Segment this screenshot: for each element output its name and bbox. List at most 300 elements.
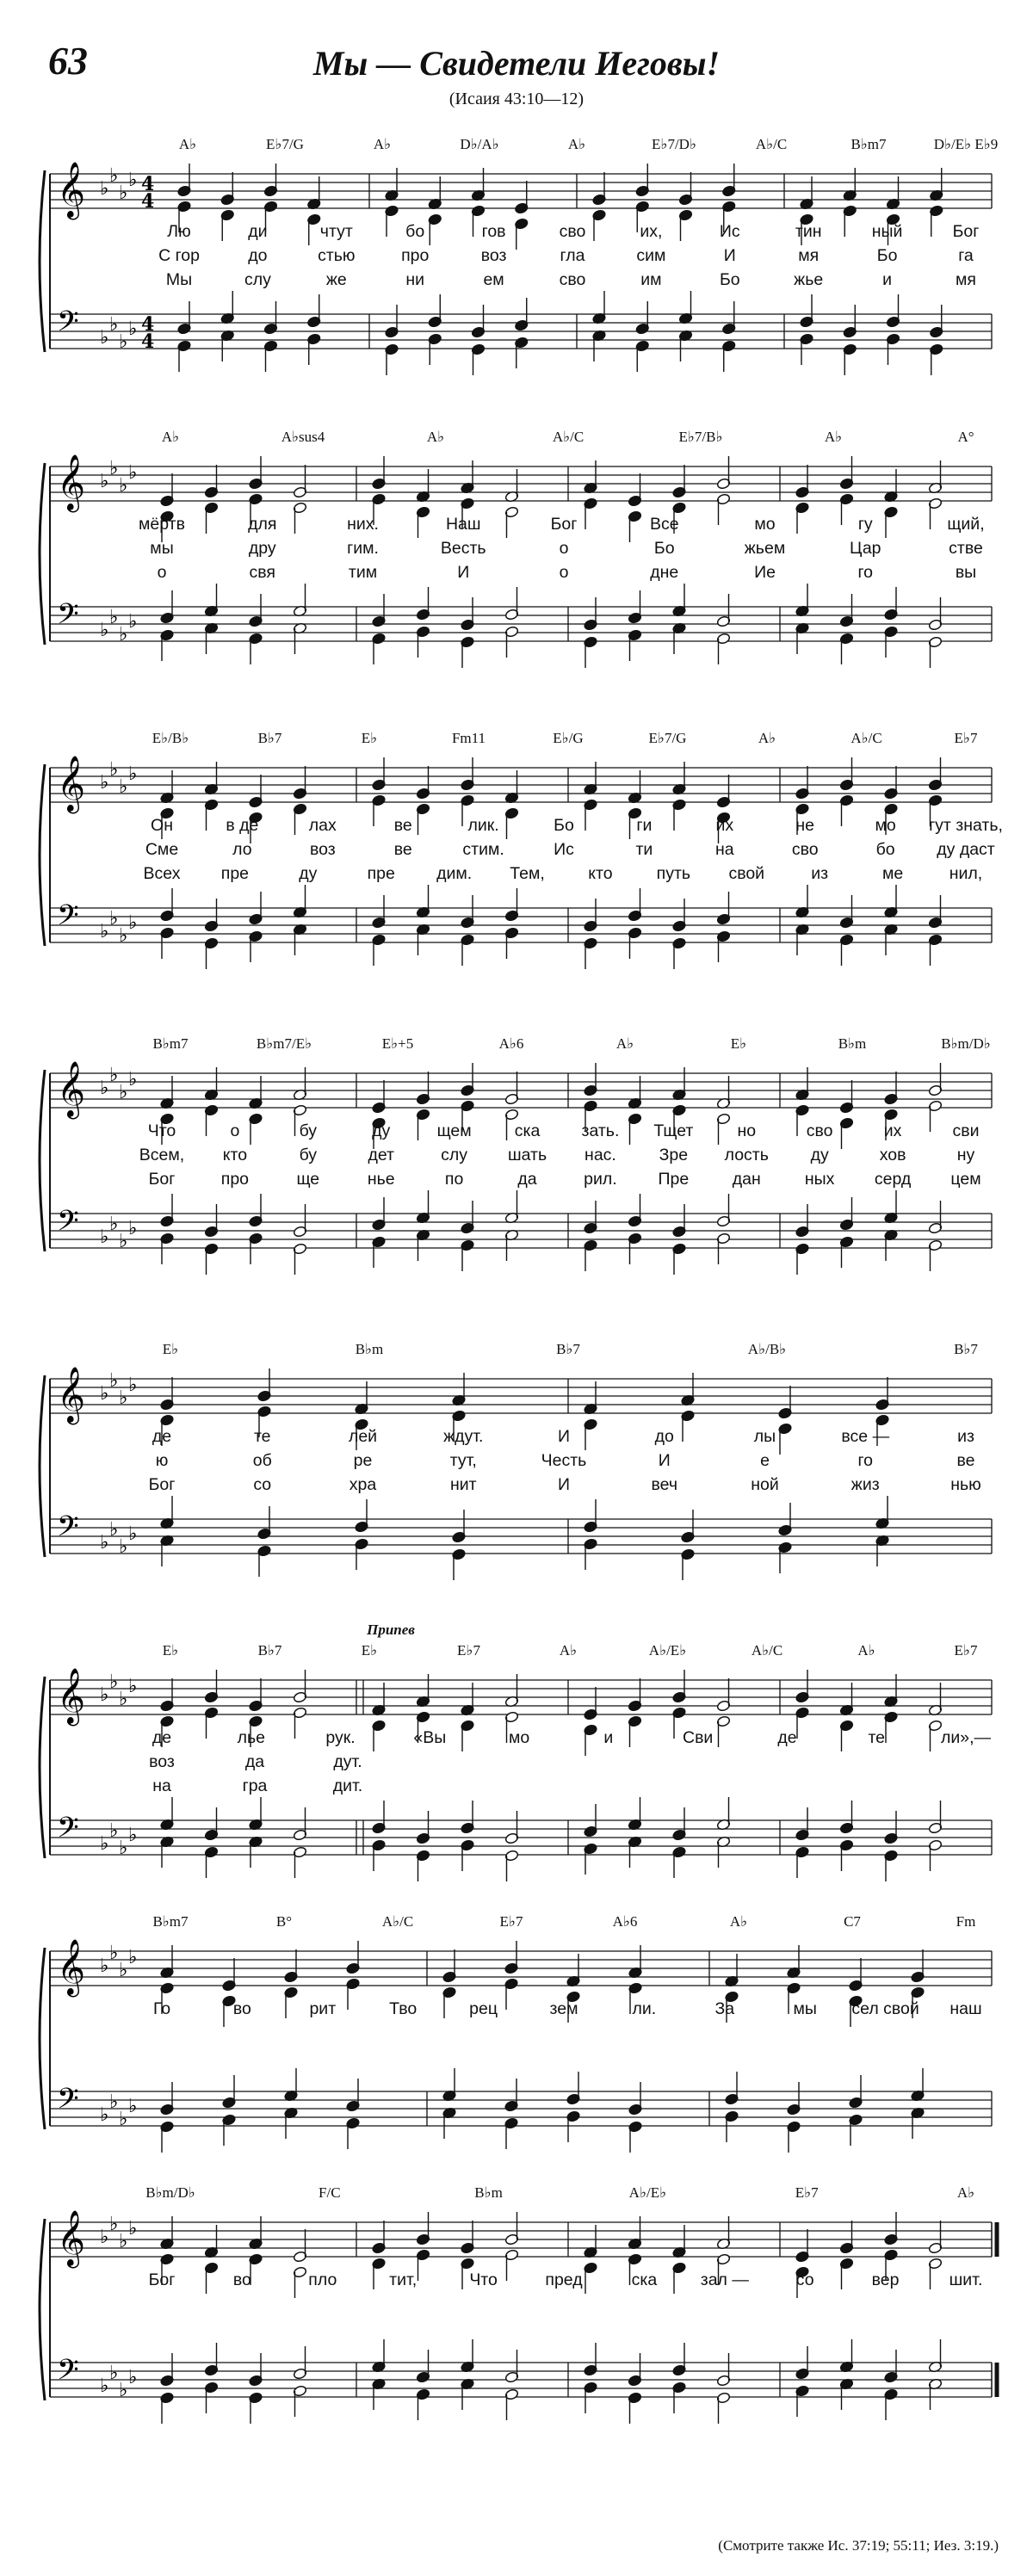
- lyric-syllable: рук.: [325, 1728, 356, 1747]
- lyric-syllable: Цар: [849, 539, 881, 558]
- chord-symbol: E♭7/G: [266, 136, 304, 152]
- flat-icon: ♭: [119, 1960, 128, 1981]
- song-title: Мы — Свидетели Иеговы!: [312, 44, 721, 83]
- lyric-syllable: тит,: [389, 2270, 418, 2289]
- lyric-syllable: Все: [649, 515, 679, 534]
- flat-icon: ♭: [100, 1226, 109, 1248]
- lyric-syllable: но: [737, 1121, 757, 1140]
- flat-icon: ♭: [109, 607, 119, 628]
- flat-icon: ♭: [119, 475, 128, 497]
- chord-symbol: B♭7: [556, 1341, 580, 1357]
- flat-icon: ♭: [100, 772, 109, 794]
- chord-symbol: B♭m: [355, 1341, 384, 1357]
- lyric-syllable: бо: [875, 840, 895, 859]
- lyric-syllable: де: [152, 1427, 172, 1446]
- brace: [40, 463, 45, 645]
- lyric-syllable: в де: [226, 816, 259, 835]
- lyric-syllable: го: [857, 1451, 874, 1470]
- lyric-syllable: о: [559, 563, 569, 582]
- lyric-syllable: Сви: [682, 1728, 714, 1747]
- chord-symbol: A♭: [729, 1913, 748, 1930]
- lyric-syllable: щий,: [947, 515, 985, 534]
- flat-icon: ♭: [128, 1676, 138, 1697]
- lyric-syllable: ре: [353, 1451, 373, 1470]
- lyric-syllable: Бог: [148, 1475, 176, 1494]
- lyric-syllable: веч: [651, 1475, 677, 1494]
- lyric-syllable: слу: [441, 1146, 468, 1164]
- lyric-syllable: е: [760, 1451, 770, 1470]
- flat-icon: ♭: [100, 1383, 109, 1405]
- flat-icon: ♭: [119, 1838, 128, 1859]
- lyric-syllable: на: [152, 1776, 171, 1795]
- chord-symbol: B♭m7: [152, 1035, 189, 1052]
- lyric-syllable: Бо: [653, 539, 675, 558]
- lyric-syllable: о: [230, 1121, 240, 1140]
- flat-icon: ♭: [100, 921, 109, 942]
- lyric-syllable: ди: [248, 222, 268, 241]
- lyric-syllable: жьем: [744, 539, 786, 558]
- flat-icon: ♭: [119, 1689, 128, 1710]
- treble-clef-icon: 𝄞: [57, 756, 86, 812]
- brace: [40, 1375, 45, 1557]
- lyric-syllable: на: [714, 840, 734, 859]
- chord-symbol: B♭m/D♭: [145, 2184, 195, 2201]
- lyric-syllable: мёртв: [139, 515, 185, 534]
- lyric-syllable: го: [857, 563, 874, 582]
- lyric-syllable: ных: [804, 1170, 835, 1189]
- flat-icon: ♭: [100, 178, 109, 200]
- chord-symbol: E♭/B♭: [152, 730, 189, 746]
- chord-symbol: A♭/C: [751, 1642, 783, 1659]
- lyric-syllable: их: [883, 1121, 902, 1140]
- lyric-syllable: И: [557, 1475, 571, 1494]
- chord-symbol: Fm: [956, 1913, 976, 1930]
- lyric-syllable: жиз: [851, 1475, 880, 1494]
- lyric-syllable: Го: [152, 1999, 171, 2018]
- lyric-syllable: Бог: [952, 222, 980, 241]
- flat-icon: ♭: [100, 2104, 109, 2126]
- lyric-syllable: Ие: [754, 563, 776, 582]
- chord-symbol: A°: [957, 429, 974, 445]
- music-system: [0, 1906, 1033, 2156]
- lyric-syllable: слу: [244, 270, 271, 289]
- lyric-syllable: Всех: [143, 864, 181, 883]
- lyric-syllable: рил.: [584, 1170, 617, 1189]
- lyric-syllable: жье: [794, 270, 824, 289]
- lyric-syllable: С гор: [158, 246, 200, 265]
- lyric-syllable: из: [957, 1427, 974, 1446]
- flat-icon: ♭: [119, 331, 128, 353]
- lyric-syllable: хра: [349, 1475, 377, 1494]
- lyric-syllable: об: [252, 1451, 272, 1470]
- lyric-syllable: нит: [449, 1475, 477, 1494]
- chord-symbol: E♭7: [954, 730, 978, 746]
- lyric-syllable: лье: [237, 1728, 265, 1747]
- lyric-syllable: га: [958, 246, 974, 265]
- lyric-syllable: ти: [635, 840, 653, 859]
- lyric-syllable: до: [654, 1427, 674, 1446]
- lyric-syllable: про: [401, 246, 430, 265]
- lyric-syllable: ска: [631, 2270, 658, 2289]
- lyric-syllable: по: [444, 1170, 464, 1189]
- lyric-syllable: бу: [299, 1146, 318, 1164]
- lyric-syllable: во: [232, 2270, 251, 2289]
- bass-clef-icon: 𝄢: [57, 1812, 79, 1851]
- flat-icon: ♭: [100, 1078, 109, 1099]
- lyric-syllable: дру: [248, 539, 276, 558]
- lyric-syllable: воз: [149, 1752, 175, 1771]
- lyric-syllable: лей: [348, 1427, 378, 1446]
- treble-clef-icon: 𝄞: [57, 454, 86, 510]
- chord-symbol: E♭7: [954, 1642, 978, 1659]
- chord-symbol: E♭7: [499, 1913, 523, 1930]
- lyric-syllable: стью: [318, 246, 356, 265]
- lyric-syllable: Что: [147, 1121, 176, 1140]
- lyric-syllable: свой: [728, 864, 765, 883]
- lyric-syllable: мя: [798, 246, 820, 265]
- lyric-syllable: рит: [309, 1999, 337, 2018]
- lyric-syllable: Весть: [440, 539, 486, 558]
- lyric-syllable: ни: [405, 270, 425, 289]
- lyric-syllable: зать.: [581, 1121, 620, 1140]
- lyric-syllable: ну: [956, 1146, 975, 1164]
- chord-symbol: A♭: [567, 136, 586, 152]
- flat-icon: ♭: [109, 165, 119, 187]
- time-signature: 4: [141, 313, 155, 336]
- lyric-syllable: те: [868, 1728, 885, 1747]
- chord-symbol: A♭: [857, 1642, 875, 1659]
- flat-icon: ♭: [109, 2363, 119, 2384]
- lyric-syllable: нил,: [949, 864, 983, 883]
- chord-symbol: A♭: [758, 730, 776, 746]
- lyric-syllable: Мы: [165, 270, 193, 289]
- chord-symbol: B♭m/D♭: [941, 1035, 991, 1052]
- lyric-syllable: Тем,: [510, 864, 545, 883]
- flat-icon: ♭: [100, 620, 109, 641]
- lyric-syllable: кто: [222, 1146, 248, 1164]
- chord-symbol: A♭/B♭: [747, 1341, 787, 1357]
- flat-icon: ♭: [128, 912, 138, 934]
- time-signature: 4: [141, 190, 155, 213]
- lyric-syllable: не: [795, 816, 814, 835]
- lyric-syllable: им: [640, 270, 662, 289]
- flat-icon: ♭: [109, 2214, 119, 2235]
- lyric-syllable: наш: [949, 1999, 982, 2018]
- chord-symbol: B♭m7: [851, 136, 887, 152]
- lyric-syllable: Пре: [658, 1170, 690, 1189]
- flat-icon: ♭: [128, 318, 138, 340]
- lyric-syllable: лах: [308, 816, 337, 835]
- chord-symbol: D♭/E♭ E♭9: [933, 136, 999, 152]
- flat-icon: ♭: [119, 624, 128, 646]
- lyric-syllable: гра: [242, 1776, 268, 1795]
- lyric-syllable: гу: [857, 515, 873, 534]
- time-signature: 4: [141, 330, 155, 353]
- flat-icon: ♭: [100, 1684, 109, 1706]
- flat-icon: ♭: [128, 1218, 138, 1239]
- lyric-syllable: ще: [296, 1170, 320, 1189]
- flat-icon: ♭: [128, 1947, 138, 1968]
- brace: [40, 2219, 45, 2400]
- lyric-syllable: лы: [753, 1427, 776, 1446]
- flat-icon: ♭: [128, 2218, 138, 2239]
- lyric-syllable: дим.: [436, 864, 473, 883]
- flat-icon: ♭: [119, 2380, 128, 2401]
- lyric-syllable: Бог: [148, 1170, 176, 1189]
- lyric-syllable: лик.: [467, 816, 499, 835]
- lyric-syllable: гут знать,: [929, 816, 1003, 835]
- treble-clef-icon: 𝄞: [57, 1939, 86, 1995]
- music-system: [0, 723, 1033, 973]
- lyric-syllable: пред: [545, 2270, 583, 2289]
- lyric-syllable: Бо: [554, 816, 574, 835]
- flat-icon: ♭: [100, 1955, 109, 1977]
- lyric-syllable: И: [723, 246, 736, 265]
- lyric-syllable: ска: [514, 1121, 541, 1140]
- lyric-syllable: стве: [949, 539, 983, 558]
- flat-icon: ♭: [128, 1523, 138, 1545]
- lyric-syllable: серд: [874, 1170, 912, 1189]
- lyric-syllable: гов: [481, 222, 506, 241]
- footnote: (Смотрите также Ис. 37:19; 55:11; Иез. 3:19.): [718, 2537, 999, 2554]
- lyric-syllable: воз: [480, 246, 507, 265]
- lyric-syllable: зал —: [700, 2270, 749, 2289]
- lyric-syllable: «Вы: [413, 1728, 447, 1747]
- lyric-syllable: Сме: [145, 840, 179, 859]
- flat-icon: ♭: [109, 458, 119, 479]
- lyric-syllable: хов: [879, 1146, 906, 1164]
- lyric-syllable: Наш: [445, 515, 481, 534]
- lyric-syllable: же: [325, 270, 347, 289]
- lyric-syllable: зем: [549, 1999, 578, 2018]
- lyric-syllable: мы: [793, 1999, 817, 2018]
- chord-symbol: E♭/G: [553, 730, 584, 746]
- chord-symbol: A♭6: [498, 1035, 524, 1052]
- lyric-syllable: За: [714, 1999, 735, 2018]
- section-label: Припев: [367, 1622, 415, 1638]
- chord-symbol: A♭: [178, 136, 197, 152]
- treble-clef-icon: 𝄞: [57, 2210, 86, 2266]
- lyric-syllable: дет: [368, 1146, 394, 1164]
- lyric-syllable: цем: [950, 1170, 981, 1189]
- lyric-syllable: да: [244, 1752, 265, 1771]
- chord-symbol: A♭sus4: [281, 429, 325, 445]
- chord-symbol: E♭7/B♭: [678, 429, 723, 445]
- chord-symbol: E♭: [162, 1341, 179, 1357]
- chord-symbol: A♭: [559, 1642, 578, 1659]
- lyric-syllable: шать: [507, 1146, 547, 1164]
- staff-graphic: [0, 2178, 1033, 2427]
- lyric-syllable: де: [777, 1728, 797, 1747]
- brace: [40, 1948, 45, 2129]
- lyric-syllable: бо: [405, 222, 425, 241]
- lyric-syllable: про: [220, 1170, 250, 1189]
- bass-clef-icon: 𝄢: [57, 1205, 79, 1245]
- lyric-syllable: тин: [795, 222, 822, 241]
- lyric-syllable: их: [715, 816, 734, 835]
- chord-symbol: A♭: [373, 136, 392, 152]
- lyric-syllable: мо: [875, 816, 896, 835]
- chord-symbol: A♭: [161, 429, 180, 445]
- lyric-syllable: де: [152, 1728, 172, 1747]
- lyric-syllable: вы: [955, 563, 977, 582]
- chord-symbol: C7: [844, 1913, 861, 1930]
- lyric-syllable: чтут: [319, 222, 353, 241]
- chord-symbol: A♭: [956, 2184, 975, 2201]
- lyric-syllable: ло: [232, 840, 252, 859]
- lyric-syllable: щем: [436, 1121, 472, 1140]
- flat-icon: ♭: [109, 1943, 119, 1964]
- chord-symbol: A♭: [615, 1035, 634, 1052]
- lyric-syllable: со: [253, 1475, 272, 1494]
- brace: [40, 764, 45, 946]
- lyric-syllable: дут.: [333, 1752, 362, 1771]
- treble-clef-icon: 𝄞: [57, 162, 86, 218]
- chord-symbol: B°: [275, 1913, 293, 1930]
- lyric-syllable: нью: [950, 1475, 981, 1494]
- lyric-syllable: нье: [367, 1170, 395, 1189]
- lyric-syllable: гим.: [347, 539, 379, 558]
- chord-symbol: Fm11: [451, 730, 486, 746]
- flat-icon: ♭: [109, 314, 119, 336]
- chord-symbol: A♭6: [612, 1913, 638, 1930]
- flat-icon: ♭: [128, 2096, 138, 2117]
- lyric-syllable: пло: [308, 2270, 337, 2289]
- flat-icon: ♭: [119, 1536, 128, 1558]
- lyric-syllable: ной: [751, 1475, 779, 1494]
- flat-icon: ♭: [109, 1519, 119, 1541]
- lyric-syllable: кто: [588, 864, 613, 883]
- lyric-syllable: и: [882, 270, 893, 289]
- flat-icon: ♭: [109, 759, 119, 781]
- lyric-syllable: ду: [810, 1146, 829, 1164]
- lyric-syllable: вер: [871, 2270, 900, 2289]
- chord-symbol: A♭/C: [755, 136, 788, 152]
- flat-icon: ♭: [128, 763, 138, 785]
- chord-symbol: B♭m7/E♭: [256, 1035, 312, 1052]
- lyric-syllable: ду даст: [937, 840, 995, 859]
- chord-symbol: B♭m: [474, 2184, 503, 2201]
- flat-icon: ♭: [119, 1387, 128, 1409]
- lyric-syllable: сим: [636, 246, 666, 265]
- lyric-syllable: все —: [841, 1427, 890, 1446]
- music-system: [0, 2178, 1033, 2427]
- chord-symbol: A♭/E♭: [648, 1642, 687, 1659]
- lyric-syllable: стим.: [462, 840, 504, 859]
- chord-symbol: A♭/C: [552, 429, 585, 445]
- lyric-syllable: ли»,—: [940, 1728, 992, 1747]
- lyric-syllable: рец: [469, 1999, 498, 2018]
- time-signature: 4: [141, 173, 155, 195]
- treble-clef-icon: 𝄞: [57, 1668, 86, 1724]
- brace: [40, 170, 45, 352]
- flat-icon: ♭: [128, 170, 138, 191]
- lyric-syllable: путь: [656, 864, 691, 883]
- lyric-syllable: Тво: [389, 1999, 418, 2018]
- flat-icon: ♭: [109, 1370, 119, 1392]
- chord-symbol: E♭7: [457, 1642, 480, 1659]
- music-system: [0, 1622, 1033, 1885]
- flat-icon: ♭: [119, 1231, 128, 1252]
- chord-symbol: E♭: [361, 1642, 378, 1659]
- flat-icon: ♭: [119, 2109, 128, 2130]
- chord-symbol: A♭: [824, 429, 843, 445]
- bass-clef-icon: 𝄢: [57, 899, 79, 939]
- lyric-syllable: тим: [348, 563, 378, 582]
- lyric-syllable: Бо: [876, 246, 898, 265]
- lyric-syllable: них.: [347, 515, 379, 534]
- lyric-syllable: сви: [952, 1121, 980, 1140]
- chord-symbol: E♭7/D♭: [652, 136, 696, 152]
- lyric-syllable: пре: [220, 864, 250, 883]
- lyric-syllable: сво: [559, 222, 586, 241]
- lyric-syllable: гла: [560, 246, 585, 265]
- staff-graphic: [0, 1906, 1033, 2156]
- lyric-syllable: бу: [299, 1121, 318, 1140]
- lyric-syllable: сво: [559, 270, 586, 289]
- lyric-syllable: лость: [724, 1146, 769, 1164]
- flat-icon: ♭: [128, 611, 138, 633]
- lyric-syllable: И: [658, 1451, 671, 1470]
- lyric-syllable: ждут.: [443, 1427, 484, 1446]
- bass-clef-icon: 𝄢: [57, 1510, 79, 1550]
- flat-icon: ♭: [119, 2231, 128, 2252]
- lyric-syllable: И: [457, 563, 470, 582]
- lyric-syllable: Бог: [148, 2270, 176, 2289]
- lyric-syllable: во: [232, 1999, 251, 2018]
- bass-clef-icon: 𝄢: [57, 598, 79, 638]
- lyric-syllable: ду: [299, 864, 318, 883]
- lyric-syllable: Бог: [550, 515, 578, 534]
- lyric-syllable: тут,: [449, 1451, 477, 1470]
- lyric-syllable: ный: [871, 222, 903, 241]
- flat-icon: ♭: [100, 1532, 109, 1554]
- lyric-syllable: нас.: [585, 1146, 616, 1164]
- lyric-syllable: со: [795, 2270, 814, 2289]
- lyric-syllable: свя: [249, 563, 275, 582]
- flat-icon: ♭: [128, 1374, 138, 1396]
- flat-icon: ♭: [128, 462, 138, 484]
- lyric-syllable: ги: [636, 816, 653, 835]
- lyric-syllable: сво: [806, 1121, 833, 1140]
- flat-icon: ♭: [109, 1214, 119, 1235]
- chord-symbol: B♭7: [954, 1341, 978, 1357]
- brace: [40, 1070, 45, 1251]
- music-system: [0, 1029, 1033, 1278]
- song-number: 63: [48, 39, 88, 83]
- flat-icon: ♭: [109, 1820, 119, 1842]
- lyric-syllable: да: [517, 1170, 537, 1189]
- lyric-syllable: о: [559, 539, 569, 558]
- lyric-syllable: Ис: [719, 222, 740, 241]
- lyric-syllable: Ис: [554, 840, 574, 859]
- chord-symbol: E♭: [162, 1642, 179, 1659]
- flat-icon: ♭: [128, 1825, 138, 1846]
- flat-icon: ♭: [109, 2091, 119, 2113]
- lyric-syllable: Бо: [719, 270, 740, 289]
- chord-symbol: A♭/E♭: [628, 2184, 667, 2201]
- scripture-reference: (Исаия 43:10—12): [448, 90, 585, 108]
- flat-icon: ♭: [100, 2227, 109, 2248]
- lyric-syllable: и: [603, 1728, 614, 1747]
- chord-symbol: A♭: [426, 429, 445, 445]
- lyric-syllable: мо: [508, 1728, 530, 1747]
- lyric-syllable: дит.: [332, 1776, 363, 1795]
- lyric-syllable: сел свой: [851, 1999, 919, 2018]
- lyric-syllable: те: [253, 1427, 271, 1446]
- lyric-syllable: мя: [956, 270, 976, 289]
- flat-icon: ♭: [109, 908, 119, 930]
